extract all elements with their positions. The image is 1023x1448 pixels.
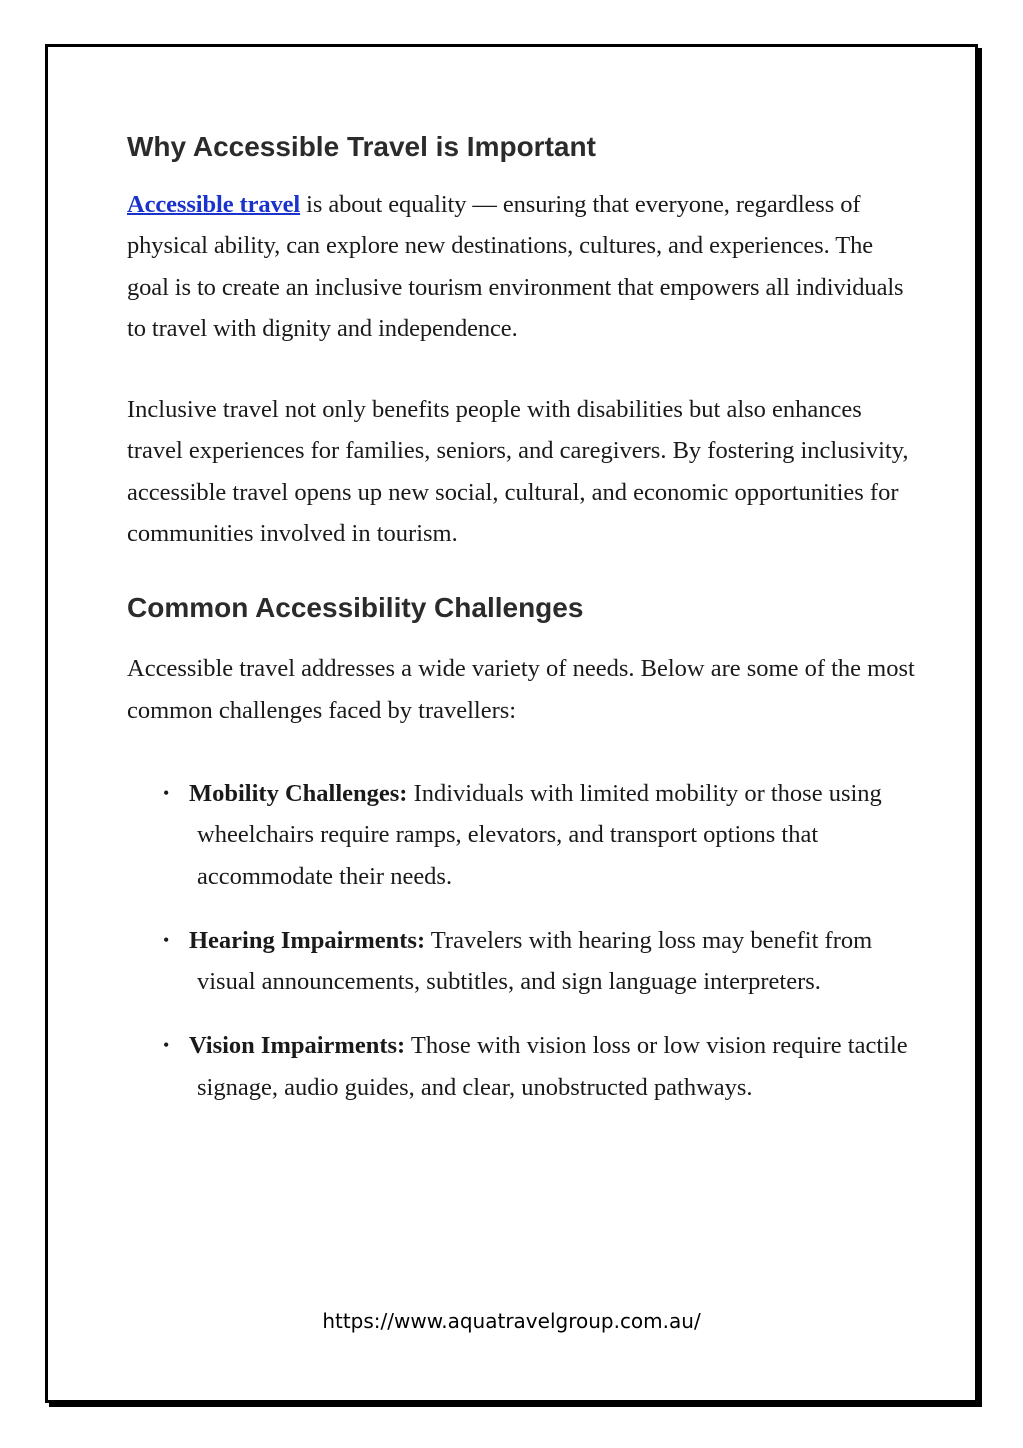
list-item-mobility bbox=[127, 773, 917, 897]
footer-url: https://www.aquatravelgroup.com.au/ bbox=[322, 1309, 701, 1333]
bullet-icon: • bbox=[163, 929, 170, 950]
list-item-text: Those with vision loss or low vision require tactile signage, audio guides, and clear, unobstructed pathways. bbox=[197, 1032, 908, 1101]
paragraph-equality bbox=[127, 184, 917, 349]
list-item-term: Vision Impairments: bbox=[189, 1032, 406, 1060]
accessible-travel-link[interactable]: Accessible travel bbox=[127, 191, 301, 218]
bullet-icon: • bbox=[163, 782, 170, 803]
list-item-text: Travelers with hearing loss may benefit from visual announcements, subtitles, and sign language interpreters. bbox=[197, 926, 873, 996]
list-item-term: Mobility Challenges: bbox=[189, 779, 408, 807]
heading-why-accessible-travel: Why Accessible Travel is Important bbox=[127, 131, 596, 162]
paragraph-inclusive-travel: Inclusive travel not only benefits people with disabilities but also enhances travel experiences for families, seniors, and caregivers. By fostering inclusivity, accessible travel opens up new social, cultural, and economic opportunities for communities involved in tourism. bbox=[127, 396, 909, 548]
list-item-text: Individuals with limited mobility or those using wheelchairs require ramps, elevators, and transport options that accommodate their needs. bbox=[197, 779, 882, 890]
list-item-hearing bbox=[127, 920, 917, 1003]
heading-common-challenges: Common Accessibility Challenges bbox=[127, 592, 584, 624]
paragraph-equality-text: is about equality — ensuring that everyone, regardless of physical ability, can explore new destinations, cultures, and experiences. The goal is to create an inclusive tourism environment that empowers all individuals to travel with dignity and independence. bbox=[127, 191, 904, 342]
list-item-vision bbox=[127, 1025, 917, 1108]
challenges-list bbox=[127, 773, 917, 1108]
paragraph-challenges-intro: Accessible travel addresses a wide variety of needs. Below are some of the most common challenges faced by travellers: bbox=[127, 655, 915, 724]
list-item-term: Hearing Impairments: bbox=[189, 926, 426, 954]
document-page bbox=[45, 44, 978, 1403]
bullet-icon: • bbox=[163, 1035, 170, 1056]
page-content bbox=[127, 127, 917, 1108]
